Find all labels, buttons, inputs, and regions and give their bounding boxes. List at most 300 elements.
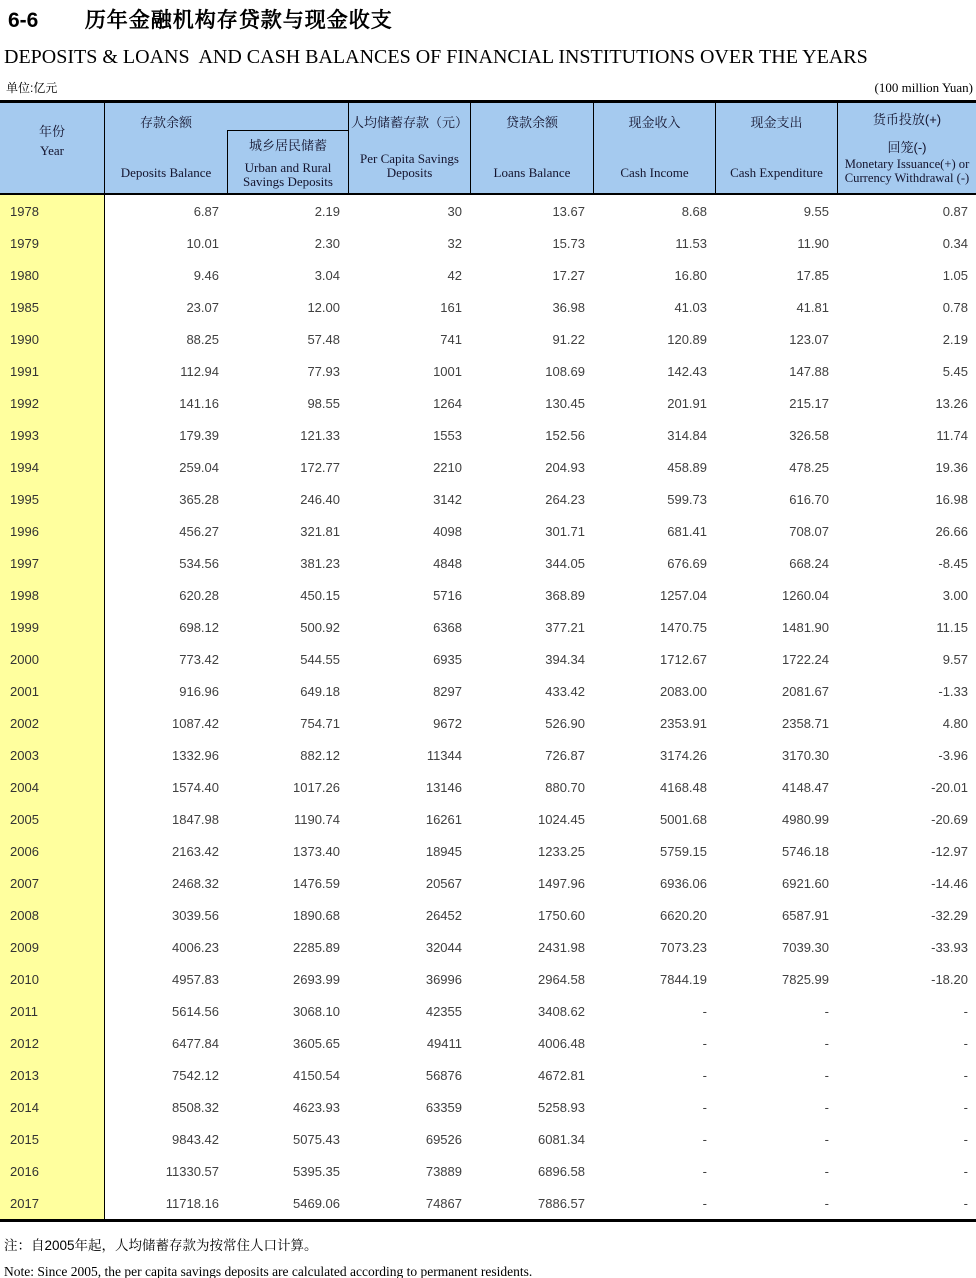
value-cell: 74867 [425,1195,462,1211]
value-cell: 741 [440,331,462,347]
value-cell: 4148.47 [782,779,829,795]
table-row [0,611,976,643]
value-cell: 1497.96 [538,875,585,891]
year-cell: 2016 [0,1155,105,1187]
value-cell: 3039.56 [172,907,219,923]
table-row [0,579,976,611]
value-cell: 2964.58 [538,971,585,987]
value-cell: 1.05 [942,267,968,283]
value-cell: 377.21 [545,619,585,635]
value-cell: 456.27 [179,523,219,539]
year-cell: 2005 [0,803,105,835]
notes [4,1234,972,1278]
value-cell: -12.97 [931,843,968,859]
year-cell: 2004 [0,771,105,803]
value-cell: 2.30 [314,235,340,251]
value-cell: 123.07 [789,331,829,347]
value-cell: 1890.68 [293,907,340,923]
value-cell: 5746.18 [782,843,829,859]
year-cell: 1990 [0,323,105,355]
value-cell: 4957.83 [172,971,219,987]
value-cell: 9.55 [803,203,829,219]
value-cell: 120.89 [667,331,707,347]
value-cell: 7825.99 [782,971,829,987]
value-cell: 32 [447,235,462,251]
column-header-percapita [348,103,470,193]
value-cell: 41.03 [674,299,707,315]
value-cell: 11.15 [936,619,968,635]
year-cell: 1995 [0,483,105,515]
value-cell: 7073.23 [660,939,707,955]
value-cell: 56876 [425,1067,462,1083]
value-cell: 11.53 [675,235,707,251]
table-row [0,451,976,483]
year-cell: 2011 [0,995,105,1027]
value-cell: -8.45 [938,555,968,571]
value-cell: 42 [447,267,462,283]
value-cell: 8297 [433,683,462,699]
column-header-loans-zh: 贷款余额 [505,115,558,130]
value-cell: 15.73 [552,235,585,251]
value-cell: 11718.16 [165,1195,219,1211]
value-cell: 6.87 [193,203,219,219]
data-table [0,100,976,1222]
value-cell: - [702,1195,707,1211]
value-cell: 1264 [433,395,462,411]
year-cell: 2006 [0,835,105,867]
value-cell: 6081.34 [538,1131,585,1147]
column-header-deposits-en: Deposits Balance [120,165,212,181]
value-cell: - [963,1067,968,1083]
value-cell: 3605.65 [293,1035,340,1051]
column-header-cash-expenditure-en: Cash Expenditure [730,165,823,181]
value-cell: 121.33 [300,427,340,443]
year-cell: 1991 [0,355,105,387]
value-cell: 314.84 [667,427,707,443]
value-cell: 1332.96 [172,747,219,763]
value-cell: 458.89 [667,459,707,475]
value-cell: 620.28 [179,587,219,603]
table-row [0,899,976,931]
column-header-monetary-zh-line2: 回笼(-) [887,140,927,155]
table-row [0,419,976,451]
value-cell: -33.93 [931,939,968,955]
year-cell: 1998 [0,579,105,611]
value-cell: 4.80 [942,715,968,731]
column-header-urban-savings-zh: 城乡居民储蓄 [248,138,327,153]
year-cell: 2002 [0,707,105,739]
year-cell: 1996 [0,515,105,547]
value-cell: 2468.32 [172,875,219,891]
column-header-percapita-zh: 人均储蓄存款（元） [351,115,469,130]
value-cell: 1553 [433,427,462,443]
value-cell: 301.71 [545,523,585,539]
table-row [0,835,976,867]
value-cell: 246.40 [300,491,340,507]
value-cell: - [824,1163,829,1179]
value-cell: 18945 [425,843,462,859]
value-cell: 2353.91 [660,715,707,731]
value-cell: 7844.19 [660,971,707,987]
value-cell: 368.89 [545,587,585,603]
value-cell: 2693.99 [293,971,340,987]
value-cell: - [702,1163,707,1179]
table-row [0,803,976,835]
value-cell: 4672.81 [538,1067,585,1083]
value-cell: 11.90 [797,235,829,251]
value-cell: - [702,1131,707,1147]
value-cell: 3174.26 [660,747,707,763]
value-cell: 326.58 [789,427,829,443]
value-cell: 754.71 [300,715,340,731]
value-cell: - [824,1003,829,1019]
value-cell: 1712.67 [660,651,707,667]
value-cell: 6935 [433,651,462,667]
value-cell: 10.01 [186,235,219,251]
value-cell: 7542.12 [172,1067,219,1083]
value-cell: 5075.43 [293,1131,340,1147]
value-cell: 5258.93 [538,1099,585,1115]
value-cell: 13.26 [935,395,968,411]
value-cell: 172.77 [300,459,340,475]
year-cell: 2013 [0,1059,105,1091]
year-cell: 2012 [0,1027,105,1059]
value-cell: 500.92 [300,619,340,635]
value-cell: 676.69 [667,555,707,571]
value-cell: 108.69 [545,363,585,379]
value-cell: 30 [447,203,462,219]
value-cell: 9672 [433,715,462,731]
value-cell: 381.23 [300,555,340,571]
value-cell: 1257.04 [660,587,707,603]
table-row [0,195,976,227]
note-zh: 注：自2005年起，人均储蓄存款为按常住人口计算。 [4,1238,318,1253]
table-row [0,643,976,675]
value-cell: 433.42 [545,683,585,699]
value-cell: 616.70 [789,491,829,507]
year-cell: 1992 [0,387,105,419]
unit-label-zh: 单位:亿元 [6,81,58,95]
value-cell: 4168.48 [660,779,707,795]
table-row [0,547,976,579]
value-cell: 26452 [425,907,462,923]
table-row [0,739,976,771]
column-header-cash-income-zh: 现金收入 [628,115,681,130]
column-header-cash-income [593,103,715,193]
year-cell: 2017 [0,1187,105,1219]
value-cell: 9.57 [942,651,968,667]
value-cell: 77.93 [307,363,340,379]
year-cell: 2015 [0,1123,105,1155]
value-cell: 668.24 [789,555,829,571]
value-cell: 36996 [425,971,462,987]
value-cell: -14.46 [931,875,968,891]
table-row [0,1155,976,1187]
value-cell: 1087.42 [172,715,219,731]
value-cell: 2.19 [942,331,968,347]
table-row [0,1091,976,1123]
table-row [0,355,976,387]
column-header-cash-expenditure [715,103,837,193]
value-cell: 179.39 [179,427,219,443]
table-body [0,195,976,1222]
value-cell: 16.98 [935,491,968,507]
value-cell: 11.74 [936,427,968,443]
page-title-zh: 历年金融机构存贷款与现金收支 [84,9,393,32]
value-cell: 130.45 [545,395,585,411]
value-cell: 2431.98 [538,939,585,955]
note-en: Note: Since 2005, the per capita savings deposits are calculated according to permanent residents. [4,1264,533,1278]
value-cell: -20.69 [931,811,968,827]
value-cell: 726.87 [545,747,585,763]
column-header-urban-savings [227,130,348,193]
value-cell: 1233.25 [538,843,585,859]
value-cell: 5469.06 [293,1195,340,1211]
value-cell: 534.56 [179,555,219,571]
value-cell: 147.88 [789,363,829,379]
value-cell: 1481.90 [782,619,829,635]
value-cell: 69526 [425,1131,462,1147]
value-cell: 23.07 [186,299,219,315]
year-cell: 2010 [0,963,105,995]
value-cell: - [963,1195,968,1211]
value-cell: 3068.10 [293,1003,340,1019]
value-cell: 0.87 [942,203,968,219]
value-cell: 215.17 [789,395,829,411]
title-row [8,6,976,38]
value-cell: 73889 [425,1163,462,1179]
value-cell: 681.41 [667,523,707,539]
value-cell: 8508.32 [172,1099,219,1115]
value-cell: 26.66 [935,523,968,539]
table-row [0,707,976,739]
table-row [0,483,976,515]
table-header [0,100,976,195]
value-cell: 5716 [433,587,462,603]
value-cell: 17.27 [552,267,585,283]
table-row [0,675,976,707]
value-cell: 5614.56 [172,1003,219,1019]
value-cell: 1722.24 [782,651,829,667]
value-cell: 478.25 [789,459,829,475]
value-cell: 4848 [433,555,462,571]
value-cell: 5395.35 [293,1163,340,1179]
table-row [0,323,976,355]
value-cell: 8.68 [681,203,707,219]
value-cell: 649.18 [300,683,340,699]
column-header-monetary-zh [873,109,941,156]
value-cell: 916.96 [179,683,219,699]
value-cell: 12.00 [307,299,340,315]
value-cell: - [963,1035,968,1051]
value-cell: 88.25 [186,331,219,347]
value-cell: 1260.04 [782,587,829,603]
value-cell: 526.90 [545,715,585,731]
value-cell: 9843.42 [172,1131,219,1147]
year-cell: 2007 [0,867,105,899]
value-cell: 1470.75 [660,619,707,635]
value-cell: 6936.06 [660,875,707,891]
value-cell: 2285.89 [293,939,340,955]
year-cell: 2001 [0,675,105,707]
value-cell: 1750.60 [538,907,585,923]
table-row [0,1187,976,1219]
value-cell: 4623.93 [293,1099,340,1115]
value-cell: 1847.98 [172,811,219,827]
value-cell: 365.28 [179,491,219,507]
column-header-deposits-zh: 存款余额 [139,115,192,130]
value-cell: 3.04 [314,267,340,283]
column-header-monetary [837,103,976,193]
value-cell: 7886.57 [538,1195,585,1211]
value-cell: -1.33 [938,683,968,699]
value-cell: - [963,1099,968,1115]
value-cell: 49411 [426,1035,462,1051]
value-cell: -32.29 [931,907,968,923]
value-cell: 13146 [425,779,462,795]
value-cell: - [824,1035,829,1051]
value-cell: - [963,1003,968,1019]
value-cell: 1001 [433,363,462,379]
value-cell: 98.55 [307,395,340,411]
value-cell: -18.20 [931,971,968,987]
value-cell: 2083.00 [660,683,707,699]
page-title-en: DEPOSITS & LOANS AND CASH BALANCES OF FINANCIAL INSTITUTIONS OVER THE YEARS [4,46,868,68]
value-cell: 142.43 [667,363,707,379]
value-cell: 1017.26 [293,779,340,795]
table-row [0,867,976,899]
value-cell: - [824,1195,829,1211]
table-row [0,291,976,323]
value-cell: 161 [440,299,462,315]
table-row [0,259,976,291]
column-header-year-en: Year [40,142,64,158]
value-cell: 2163.42 [172,843,219,859]
value-cell: 16261 [425,811,462,827]
value-cell: 698.12 [179,619,219,635]
value-cell: 394.34 [545,651,585,667]
value-cell: 264.23 [545,491,585,507]
value-cell: 17.85 [796,267,829,283]
table-number: 6-6 [8,9,39,32]
value-cell: 2081.67 [782,683,829,699]
value-cell: -3.96 [938,747,968,763]
year-cell: 1979 [0,227,105,259]
value-cell: 0.34 [942,235,968,251]
column-header-monetary-en: Monetary Issuance(+) or Currency Withdrawal (-) [844,156,970,185]
value-cell: - [963,1163,968,1179]
value-cell: 6477.84 [172,1035,219,1051]
column-header-loans [470,103,593,193]
value-cell: 36.98 [552,299,585,315]
table-row [0,1123,976,1155]
value-cell: 6921.60 [782,875,829,891]
value-cell: - [702,1035,707,1051]
value-cell: 152.56 [545,427,585,443]
value-cell: 1373.40 [293,843,340,859]
column-header-year [0,103,105,193]
value-cell: 6620.20 [660,907,707,923]
value-cell: 1024.45 [538,811,585,827]
value-cell: 4006.48 [538,1035,585,1051]
value-cell: 204.93 [545,459,585,475]
value-cell: 13.67 [552,203,585,219]
value-cell: 6368 [433,619,462,635]
year-cell: 2014 [0,1091,105,1123]
table-row [0,515,976,547]
year-cell: 2000 [0,643,105,675]
table-row [0,387,976,419]
table-row [0,1027,976,1059]
column-header-loans-en: Loans Balance [493,165,571,181]
value-cell: 2.19 [314,203,340,219]
year-cell: 1999 [0,611,105,643]
unit-label-en: (100 million Yuan) [874,80,973,95]
year-cell: 1980 [0,259,105,291]
value-cell: 11344 [426,747,462,763]
value-cell: 450.15 [300,587,340,603]
year-cell: 1997 [0,547,105,579]
value-cell: 5.45 [942,363,968,379]
value-cell: 16.80 [674,267,707,283]
value-cell: 141.16 [179,395,219,411]
column-header-cash-income-en: Cash Income [620,165,689,181]
unit-row [6,79,973,96]
value-cell: 5001.68 [660,811,707,827]
value-cell: 41.81 [796,299,829,315]
value-cell: 2358.71 [782,715,829,731]
value-cell: - [824,1131,829,1147]
value-cell: - [824,1099,829,1115]
value-cell: 3170.30 [782,747,829,763]
value-cell: 259.04 [179,459,219,475]
value-cell: - [702,1099,707,1115]
value-cell: 773.42 [179,651,219,667]
table-row [0,995,976,1027]
value-cell: 1476.59 [293,875,340,891]
value-cell: 6896.58 [538,1163,585,1179]
value-cell: -20.01 [931,779,968,795]
value-cell: 19.36 [935,459,968,475]
value-cell: 708.07 [789,523,829,539]
value-cell: 882.12 [300,747,340,763]
value-cell: 11330.57 [165,1163,219,1179]
value-cell: 42355 [425,1003,462,1019]
value-cell: 321.81 [300,523,340,539]
table-row [0,771,976,803]
value-cell: 344.05 [545,555,585,571]
year-cell: 1978 [0,195,105,227]
value-cell: - [963,1131,968,1147]
column-header-urban-savings-en: Urban and Rural Savings Deposits [243,159,333,190]
value-cell: - [824,1067,829,1083]
column-header-deposits [105,103,227,193]
value-cell: 20567 [425,875,462,891]
value-cell: 599.73 [667,491,707,507]
value-cell: 32044 [425,939,462,955]
value-cell: 3.00 [942,587,968,603]
value-cell: 4098 [433,523,462,539]
value-cell: 9.46 [193,267,219,283]
value-cell: 2210 [433,459,462,475]
table-row [0,1059,976,1091]
value-cell: - [702,1003,707,1019]
year-cell: 2008 [0,899,105,931]
value-cell: 63359 [425,1099,462,1115]
value-cell: 7039.30 [782,939,829,955]
column-header-cash-expenditure-zh: 现金支出 [750,115,803,130]
column-header-monetary-zh-line1: 货币投放(+) [872,112,942,127]
